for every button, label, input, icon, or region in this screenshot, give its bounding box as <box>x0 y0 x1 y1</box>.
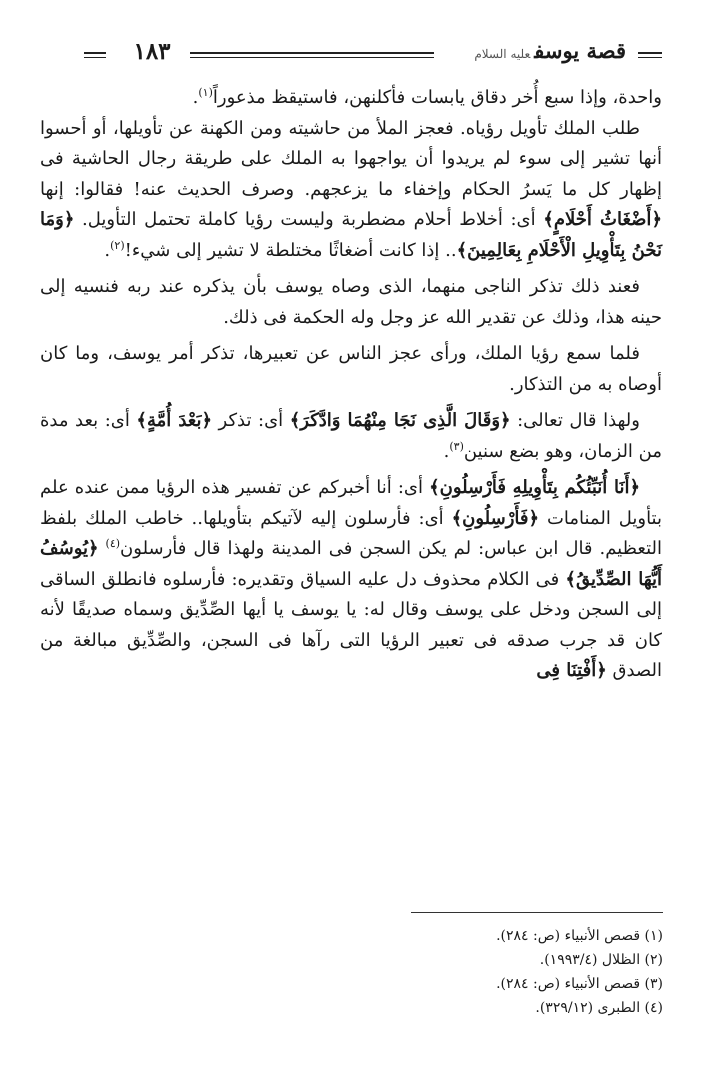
footnote: (٤) الطبرى (٣٢٩/١٢). <box>535 1000 663 1016</box>
running-title <box>426 38 626 63</box>
footnote-ref: (١) <box>198 86 213 99</box>
text-run: فعند ذلك تذكر الناجى منهما، الذى وصاه يوسف بأن يذكره عند ربه فنسيه إلى حينه هذا، وذلك عن تقدير الله عز وجل وله الحكمة فى ذلك. <box>40 276 662 328</box>
running-title-text: قصة يوسف <box>534 38 626 63</box>
quran-quote: ﴿أَضْغَاثُ أَحْلَامٍ﴾ <box>543 209 662 230</box>
page-number: ١٨٣ <box>133 38 171 65</box>
footnote-ref: (٢) <box>110 238 125 252</box>
quran-quote: ﴿أَنَا أُنَبِّئُكُم بِتَأْوِيلِهِ فَأَرْسِلُونِ﴾ <box>429 477 640 498</box>
honorific-mark: عليه السلام <box>474 47 531 61</box>
quran-quote: ﴿يُوسُفُ أَيُّهَا الصِّدِّيقُ﴾ <box>40 538 662 590</box>
text-run: أى: فأرسلون إليه لآتيكم بتأويلها.. خاطب الملك بلفظ التعظيم. قال ابن عباس: لم يكن السجن فى المدينة ولهذا قال فأرسلون <box>40 507 662 559</box>
text-run: أى: بعد مدة من الزمان، وهو بضع سنين <box>40 410 662 462</box>
quran-quote: ﴿بَعْدَ أُمَّةٍ﴾ <box>136 410 213 431</box>
running-header <box>84 38 662 70</box>
footnote-separator <box>411 912 663 913</box>
text-run: . <box>192 87 199 108</box>
header-rule-right <box>638 52 662 58</box>
text-run: ولهذا قال تعالى: <box>510 410 640 431</box>
header-rule-middle <box>190 52 434 58</box>
text-run: أى: تذكر <box>212 410 290 431</box>
paragraph <box>40 272 662 333</box>
header-rule-left <box>84 52 106 58</box>
paragraph <box>40 339 662 400</box>
paragraph <box>40 473 662 687</box>
paragraph <box>40 114 662 267</box>
text-run: أى: أنا أخبركم عن تفسير هذه الرؤيا ممن عنده علم بتأويل المنامات <box>40 477 662 529</box>
quran-quote: ﴿أَفْتِنَا فِى <box>536 660 607 681</box>
footnote-ref: (٣) <box>449 439 464 453</box>
text-run: . <box>104 239 111 261</box>
text-run: .. إذا كانت أضغاثًا مختلطة لا تشير إلى شيء! <box>124 239 457 261</box>
text-run: طلب الملك تأويل رؤياه. فعجز الملأ من حاشيته ومن الكهنة عن تأويلها، أو أحسوا أنها تشير إلى سوء لم يريدوا أن يواجهوا به الملك على طريقة رجال الحاشية فى إظهار كل ما يَسرُ الحكام وإخفاء ما يزعجهم. وصرف الحديث عنه! فقالوا: إنها <box>40 117 662 200</box>
text-run: . <box>443 440 450 462</box>
text-run: واحدة، وإذا سبع أُخر دقاق يابسات فأكلنهن، فاستيقظ مذعوراً <box>212 87 662 108</box>
footnote-ref: (٤) <box>105 537 121 550</box>
footnote: (١) قصص الأنبياء (ص: ٢٨٤). <box>496 928 663 944</box>
footnotes <box>263 924 663 1020</box>
quran-quote: ﴿وَمَا نَحْنُ بِتَأْوِيلِ الْأَحْلَامِ بِعَالِمِينَ﴾ <box>40 209 662 261</box>
paragraph <box>40 83 662 114</box>
quran-quote: ﴿فَأَرْسِلُونِ﴾ <box>451 507 540 529</box>
text-run: أى: أخلاط أحلام مضطربة وليست رؤيا كاملة تحتمل التأويل. <box>74 209 544 230</box>
footnote: (٣) قصص الأنبياء (ص: ٢٨٤). <box>496 976 663 992</box>
main-text <box>40 83 662 687</box>
paragraph <box>40 406 662 467</box>
text-run <box>99 538 106 559</box>
text-run: فلما سمع رؤيا الملك، ورأى عجز الناس عن تعبيرها، تذكر أمر يوسف، وما كان أوصاه به من التذكار. <box>40 343 662 395</box>
text-run: فى الكلام محذوف دل عليه السياق وتقديره: فأرسلوه فانطلق الساقى إلى السجن ودخل على يوسف وقال له: يا يوسف يا أيها الصِّدِّيق وسماه صديقًا لأنه كان قد جرب صدقه فى تعبير الرؤيا التى رآها فى السجن، والصِّدِّيق مبالغة من الصدق <box>40 568 662 681</box>
footnote: (٢) الظلال (١٩٩٣/٤). <box>539 952 663 968</box>
quran-quote: ﴿وَقَالَ الَّذِى نَجَا مِنْهُمَا وَادَّكَرَ﴾ <box>289 410 511 431</box>
